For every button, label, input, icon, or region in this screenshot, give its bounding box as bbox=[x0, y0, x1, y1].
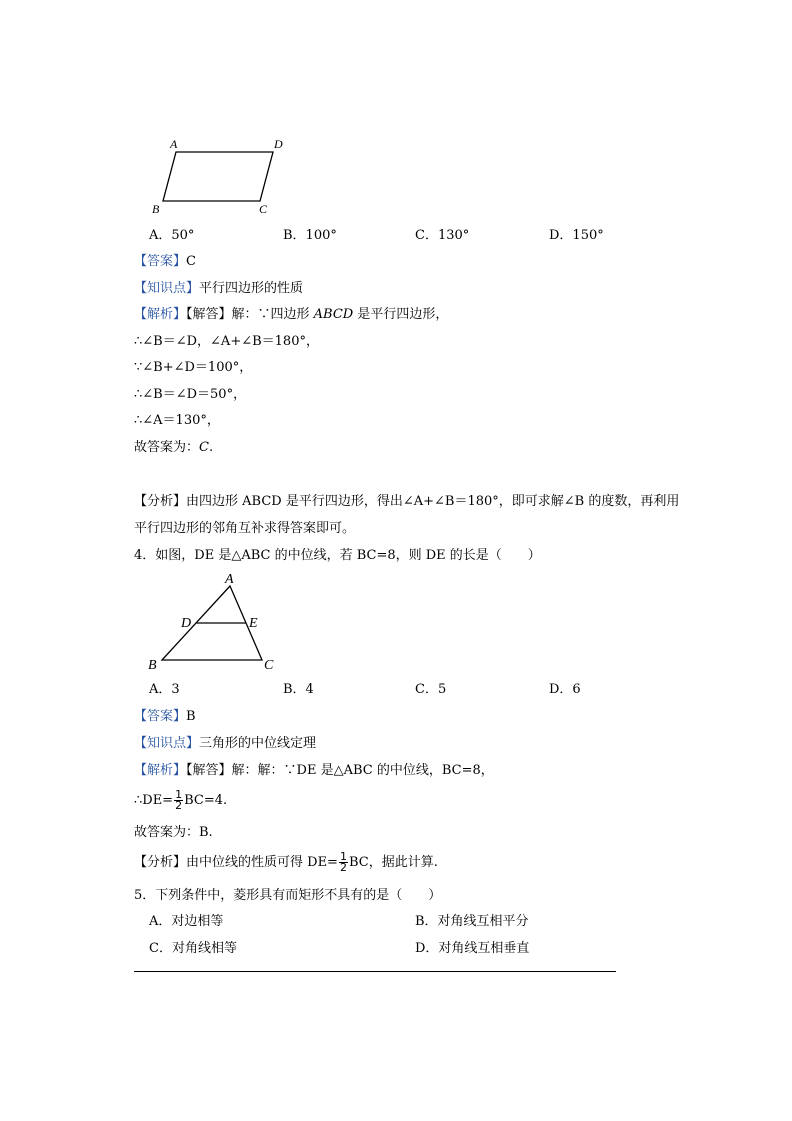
knowledge-tag: 【知识点】 bbox=[134, 281, 200, 296]
step2-post: BC=4. bbox=[184, 793, 228, 808]
vertex-label-e: E bbox=[249, 616, 258, 631]
q4-question: 4．如图，DE 是△ABC 的中位线，若 BC=8，则 DE 的长是（ ） bbox=[134, 548, 541, 563]
q3-option-a: A．50° bbox=[149, 228, 195, 243]
fenxi-text1: 由四边形 ABCD 是平行四边形，得出∠A+∠B＝180°，即可求解∠B 的度数，再利用 bbox=[186, 494, 680, 509]
analysis-tag: 【解析】 bbox=[134, 307, 187, 322]
q3-knowledge bbox=[134, 281, 303, 297]
parallelogram-figure bbox=[140, 132, 300, 220]
vertex-label-c: C bbox=[264, 658, 274, 673]
fraction-one-half bbox=[174, 790, 183, 811]
answer-value: C bbox=[186, 254, 196, 269]
q4-option-c: C．5 bbox=[415, 682, 447, 697]
fraction-denominator: 2 bbox=[339, 861, 347, 874]
q5-question: 5．下列条件中，菱形具有而矩形不具有的是（ ） bbox=[134, 888, 442, 903]
q3-conclusion bbox=[134, 440, 213, 456]
vertex-label-b: B bbox=[148, 658, 157, 673]
q3-fenxi-line1 bbox=[134, 494, 679, 510]
q3-option-d: D．150° bbox=[549, 228, 604, 243]
fenxi-tag: 【分析】 bbox=[134, 494, 187, 509]
q3-step4: ∴∠B＝∠D＝50°， bbox=[134, 387, 247, 402]
answer-tag: 【答案】 bbox=[134, 709, 187, 724]
q4-option-d: D．6 bbox=[549, 682, 581, 697]
conclusion-var: C bbox=[199, 440, 209, 455]
q3-step5: ∴∠A＝130°， bbox=[134, 413, 220, 428]
knowledge-text: 三角形的中位线定理 bbox=[199, 736, 317, 751]
fenxi-post: BC，据此计算. bbox=[348, 855, 438, 870]
q4-conclusion: 故答案为：B. bbox=[134, 825, 213, 840]
answer-value: B bbox=[186, 709, 196, 724]
q5-option-d: D．对角线互相垂直 bbox=[415, 941, 530, 956]
page-divider bbox=[134, 971, 616, 972]
vertex-label-a: A bbox=[225, 572, 234, 587]
q5-option-a: A．对边相等 bbox=[149, 914, 224, 929]
q4-answer bbox=[134, 709, 196, 725]
q4-step2 bbox=[134, 790, 227, 812]
vertex-label-d: D bbox=[181, 616, 192, 631]
conclusion-post: . bbox=[208, 440, 214, 455]
vertex-label-d: D bbox=[274, 137, 283, 151]
analysis-tag: 【解析】 bbox=[134, 763, 187, 778]
q4-analysis-line bbox=[134, 763, 494, 779]
solution-line1-post: 是平行四边形， bbox=[353, 307, 449, 322]
solution-line1-pre: 解：∵四边形 bbox=[231, 307, 314, 322]
knowledge-tag: 【知识点】 bbox=[134, 736, 200, 751]
q3-option-c: C．130° bbox=[415, 228, 470, 243]
solution-line1: 解：解：∵DE 是△ABC 的中位线，BC=8， bbox=[231, 763, 494, 778]
fraction-denominator: 2 bbox=[175, 799, 183, 812]
q4-knowledge bbox=[134, 736, 316, 752]
q5-option-c: C．对角线相等 bbox=[149, 941, 237, 956]
solution-tag: 【解答】 bbox=[186, 307, 232, 322]
fraction-numerator: 1 bbox=[339, 850, 347, 863]
triangle-figure bbox=[140, 570, 290, 675]
q3-step3: ∵∠B+∠D＝100°， bbox=[134, 360, 253, 375]
vertex-label-a: A bbox=[170, 137, 178, 151]
q3-answer bbox=[134, 254, 196, 270]
q3-fenxi-line2: 平行四边形的邻角互补求得答案即可。 bbox=[134, 521, 356, 536]
q4-option-b: B．4 bbox=[283, 682, 314, 697]
answer-tag: 【答案】 bbox=[134, 254, 187, 269]
q4-fenxi bbox=[134, 852, 438, 874]
q3-option-b: B．100° bbox=[283, 228, 337, 243]
step2-pre: ∴DE= bbox=[134, 793, 174, 808]
q5-option-b: B．对角线互相平分 bbox=[415, 914, 529, 929]
fenxi-tag: 【分析】 bbox=[134, 855, 187, 870]
q3-analysis-line bbox=[134, 307, 448, 323]
vertex-label-b: B bbox=[152, 202, 160, 216]
fraction-numerator: 1 bbox=[175, 788, 183, 801]
fenxi-pre: 由中位线的性质可得 DE= bbox=[186, 855, 338, 870]
q4-option-a: A．3 bbox=[149, 682, 180, 697]
solution-line1-var: ABCD bbox=[313, 307, 354, 322]
solution-tag: 【解答】 bbox=[186, 763, 232, 778]
knowledge-text: 平行四边形的性质 bbox=[199, 281, 304, 296]
vertex-label-c: C bbox=[259, 202, 268, 216]
conclusion-pre: 故答案为： bbox=[134, 440, 200, 455]
q3-step2: ∴∠B＝∠D，∠A+∠B＝180°， bbox=[134, 334, 319, 349]
fraction-one-half bbox=[339, 852, 348, 873]
